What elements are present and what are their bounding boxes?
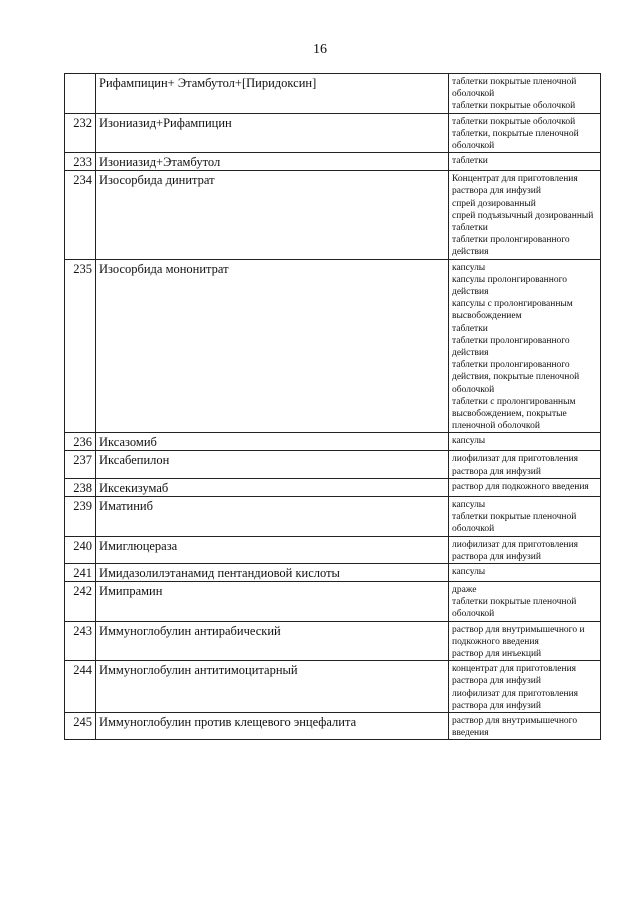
dosage-forms (449, 496, 601, 536)
drug-table-body (65, 74, 601, 740)
dosage-form-item: таблетки пролонгированного действия (452, 235, 570, 258)
table-row (65, 478, 601, 496)
drug-name: Иматиниб (96, 496, 449, 536)
dosage-forms (449, 661, 601, 713)
dosage-form-item: лиофилизат для приготовления раствора для инфузий (452, 539, 579, 562)
drug-name: Изониазид+Этамбутол (96, 153, 449, 171)
row-number: 234 (65, 171, 96, 259)
table-row (65, 661, 601, 713)
drug-table (64, 73, 601, 740)
dosage-form-item: капсулы (452, 566, 486, 577)
drug-name: Иксабепилон (96, 451, 449, 478)
table-row (65, 433, 601, 451)
dosage-form-item: лиофилизат для приготовления раствора для инфузий (452, 454, 579, 477)
dosage-form-item: таблетки покрытые оболочкой (452, 116, 576, 127)
table-row (65, 153, 601, 171)
dosage-form-item: капсулы (452, 262, 486, 273)
drug-name: Изосорбида мононитрат (96, 259, 449, 433)
table-row (65, 581, 601, 621)
table-row (65, 113, 601, 153)
dosage-form-item: капсулы пролонгированного действия (452, 274, 567, 298)
row-number: 242 (65, 581, 96, 621)
drug-name: Имидазолилэтанамид пентандиовой кислоты (96, 563, 449, 581)
dosage-form-item: таблетки с пролонгированным высвобождением, покрытые пленочной оболочкой (452, 396, 576, 432)
drug-name: Изосорбида динитрат (96, 171, 449, 259)
drug-name: Иммуноглобулин против клещевого энцефалита (96, 712, 449, 739)
dosage-form-item: концентрат для приготовления раствора для инфузий (452, 664, 577, 687)
dosage-form-item: капсулы (452, 436, 486, 447)
drug-name: Иммуноглобулин антитимоцитарный (96, 661, 449, 713)
dosage-form-item: капсулы (452, 499, 486, 510)
dosage-form-item: раствор для внутримышечного и подкожного введения (452, 624, 585, 647)
dosage-forms (449, 478, 601, 496)
dosage-form-item: таблетки покрытые оболочкой (452, 101, 576, 112)
drug-name: Иммуноглобулин антирабический (96, 621, 449, 661)
row-number: 243 (65, 621, 96, 661)
row-number: 235 (65, 259, 96, 433)
dosage-forms (449, 536, 601, 563)
row-number: 245 (65, 712, 96, 739)
table-row (65, 74, 601, 114)
dosage-form-item: таблетки покрытые пленочной оболочкой (452, 512, 577, 535)
dosage-form-item: таблетки (452, 223, 488, 234)
dosage-form-item: спрей дозированный (452, 198, 536, 209)
table-row (65, 536, 601, 563)
row-number: 244 (65, 661, 96, 713)
row-number: 239 (65, 496, 96, 536)
dosage-form-item: таблетки (452, 323, 488, 334)
dosage-forms (449, 451, 601, 478)
dosage-forms (449, 712, 601, 739)
dosage-form-item: таблетки, покрытые пленочной оболочкой (452, 128, 579, 152)
dosage-forms (449, 581, 601, 621)
dosage-forms (449, 621, 601, 661)
dosage-form-item: таблетки пролонгированного действия, покрытые пленочной оболочкой (452, 360, 580, 395)
dosage-form-item: таблетки (452, 156, 488, 167)
dosage-forms (449, 259, 601, 433)
row-number: 232 (65, 113, 96, 153)
drug-name: Рифампицин+ Этамбутол+[Пиридоксин] (96, 74, 449, 114)
drug-name: Имиглюцераза (96, 536, 449, 563)
table-row (65, 563, 601, 581)
dosage-form-item: раствор для инъекций (452, 648, 542, 659)
row-number: 233 (65, 153, 96, 171)
dosage-forms (449, 153, 601, 171)
table-row (65, 712, 601, 739)
dosage-form-item: таблетки покрытые пленочной оболочкой (452, 597, 577, 620)
drug-name: Иксазомиб (96, 433, 449, 451)
dosage-forms (449, 171, 601, 259)
dosage-form-item: капсулы с пролонгированным высвобождением (452, 299, 573, 322)
dosage-form-item: раствор для внутримышечного введения (452, 715, 578, 739)
table-row (65, 621, 601, 661)
dosage-forms (449, 74, 601, 114)
table-row (65, 496, 601, 536)
dosage-form-item: лиофилизат для приготовления раствора для инфузий (452, 688, 579, 711)
row-number: 241 (65, 563, 96, 581)
drug-name: Иксекизумаб (96, 478, 449, 496)
page-number: 16 (313, 42, 327, 57)
dosage-form-item: драже (452, 584, 477, 595)
dosage-form-item: Концентрат для приготовления раствора для инфузий (452, 174, 578, 197)
drug-name: Имипрамин (96, 581, 449, 621)
row-number: 237 (65, 451, 96, 478)
table-row (65, 451, 601, 478)
drug-name: Изониазид+Рифампицин (96, 113, 449, 153)
dosage-forms (449, 113, 601, 153)
dosage-forms (449, 563, 601, 581)
dosage-form-item: таблетки пролонгированного действия (452, 335, 570, 359)
dosage-form-item: раствор для подкожного введения (452, 481, 589, 492)
row-number (65, 74, 96, 114)
dosage-forms (449, 433, 601, 451)
table-row (65, 171, 601, 259)
table-row (65, 259, 601, 433)
row-number: 238 (65, 478, 96, 496)
dosage-form-item: спрей подъязычный дозированный (452, 210, 594, 221)
row-number: 240 (65, 536, 96, 563)
row-number: 236 (65, 433, 96, 451)
dosage-form-item: таблетки покрытые пленочной оболочкой (452, 77, 577, 100)
